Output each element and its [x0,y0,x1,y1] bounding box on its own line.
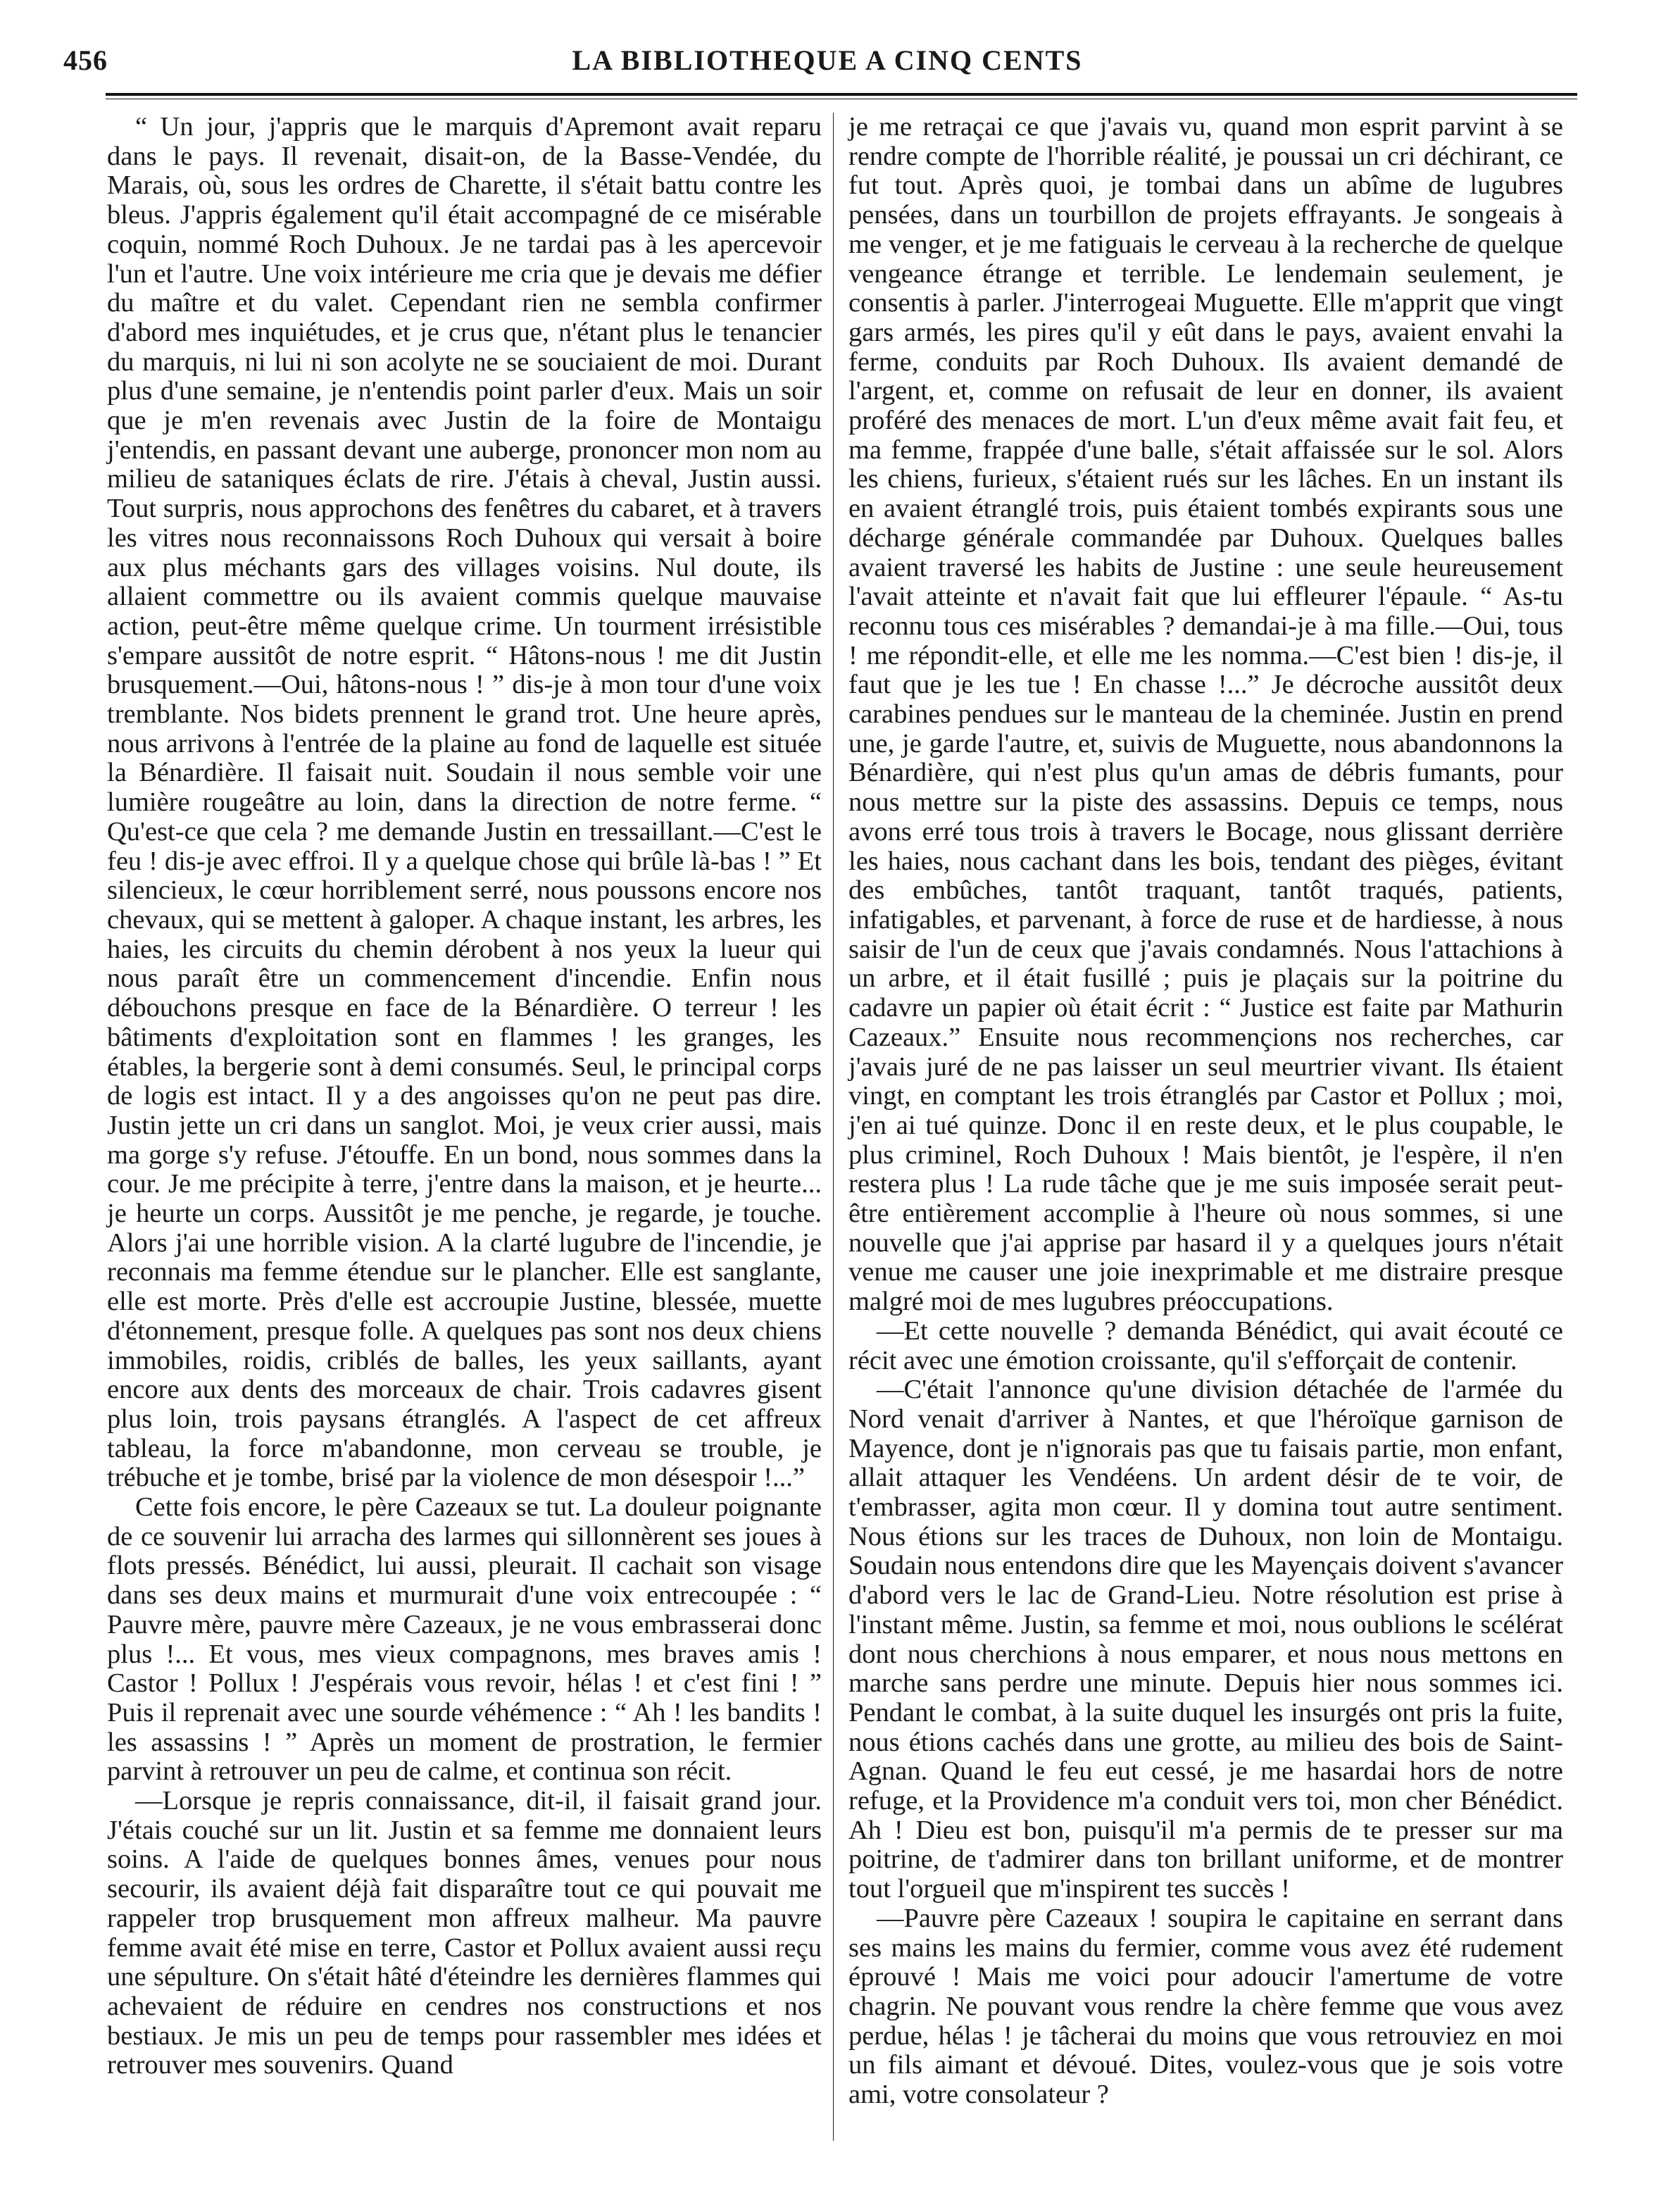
header-rule [106,93,1577,99]
paragraph: “ Un jour, j'appris que le marquis d'Apremont avait reparu dans le pays. Il revenait, disait-on, de la Basse-Vendée, du Marais, où, sous les ordres de Charette, il s'était battu contre les bleus. J'appris également qu'il était accompagné de ce misérable coquin, nommé Roch Duhoux. Je ne tardai pas à les apercevoir l'un et l'autre. Une voix intérieure me cria que je devais me défier du maître et du valet. Cependant rien ne sembla confirmer d'abord mes inquiétudes, et je crus que, n'étant plus le tenancier du marquis, ni lui ni son acolyte ne se souciaient de moi. Durant plus d'une semaine, je n'entendis point parler d'eux. Mais un soir que je m'en revenais avec Justin de la foire de Montaigu j'entendis, en passant devant une auberge, prononcer mon nom au milieu de sataniques éclats de rire. J'étais à cheval, Justin aussi. Tout surpris, nous approchons des fenêtres du cabaret, et à travers les vitres nous reconnaissons Roch Duhoux qui versait à boire aux plus méchants gars des villages voisins. Nul doute, ils allaient commettre ou ils avaient commis quelque mauvaise action, peut-être même quelque crime. Un tourment irrésistible s'empare aussitôt de notre esprit. “ Hâtons-nous ! me dit Justin brusquement.—Oui, hâtons-nous ! ” dis-je à mon tour d'une voix tremblante. Nos bidets prennent le grand trot. Une heure après, nous arrivons à l'entrée de la plaine au fond de laquelle est située la Bénardière. Il faisait nuit. Soudain il nous semble voir une lumière rougeâtre au loin, dans la direction de notre ferme. “ Qu'est-ce que cela ? me demande Justin en tressaillant.—C'est le feu ! dis-je avec effroi. Il y a quelque chose qui brûle là-bas ! ” Et silencieux, le cœur horriblement serré, nous poussons encore nos chevaux, qui se mettent à galoper. A chaque instant, les arbres, les haies, les circuits du chemin dérobent à nos yeux la lueur qui nous paraît être un commencement d'incendie. Enfin nous débouchons presque en face de la Bénardière. O terreur ! les bâtiments d'exploitation sont en flammes ! les granges, les étables, la bergerie sont à demi consumés. Seul, le principal corps de logis est intact. Il y a des angoisses qu'on ne peut pas dire. Justin jette un cri dans un sanglot. Moi, je veux crier aussi, mais ma gorge s'y refuse. J'étouffe. En un bond, nous sommes dans la cour. Je me précipite à terre, j'entre dans la maison, et je heurte... je heurte un corps. Aussitôt je me penche, je regarde, je touche. Alors j'ai une horrible vision. A la clarté lugubre de l'incendie, je reconnais ma femme étendue sur le plancher. Elle est sanglante, elle est morte. Près d'elle est accroupie Justine, blessée, muette d'étonnement, presque folle. A quelques pas sont nos deux chiens immobiles, roidis, criblés de balles, les yeux saillants, ayant encore aux dents des morceaux de chair. Trois cadavres gisent plus loin, trois paysans étranglés. A l'aspect de cet affreux tableau, la force m'abandonne, mon cerveau se trouble, je trébuche et je tombe, brisé par la violence de mon désespoir !...” [107,112,822,1493]
paragraph: Cette fois encore, le père Cazeaux se tut. La douleur poignante de ce souvenir lui arracha des larmes qui sillonnèrent ses joues à flots pressés. Bénédict, lui aussi, pleurait. Il cachait son visage dans ses deux mains et murmurait d'une voix entrecoupée : “ Pauvre mère, pauvre mère Cazeaux, je ne vous embrasserai donc plus !... Et vous, mes vieux compagnons, mes braves amis ! Castor ! Pollux ! J'espérais vous revoir, hélas ! et c'est fini ! ” Puis il reprenait avec une sourde véhémence : “ Ah ! les bandits ! les assassins ! ” Après un moment de prostration, le fermier parvint à retrouver un peu de calme, et continua son récit. [107,1492,822,1787]
paragraph: —Pauvre père Cazeaux ! soupira le capitaine en serrant dans ses mains les mains du fermier, comme vous avez été rudement éprouvé ! Mais me voici pour adoucir l'amertume de votre chagrin. Ne pouvant vous rendre la chère femme que vous avez perdue, hélas ! je tâcherai du moins que vous retrouviez en moi un fils aimant et dévoué. Dites, voulez-vous que je sois votre ami, votre consolateur ? [848,1903,1563,2110]
right-column [848,113,1563,2110]
paragraph: —C'était l'annonce qu'une division détachée de l'armée du Nord venait d'arriver à Nantes, et que l'héroïque garnison de Mayence, dont je n'ignorais pas que tu faisais partie, mon enfant, allait attaquer les Vendéens. Un ardent désir de te voir, de t'embrasser, agita mon cœur. Il y domina tout autre sentiment. Nous étions sur les traces de Duhoux, non loin de Montaigu. Soudain nous entendons dire que les Mayençais doivent s'avancer d'abord vers le lac de Grand-Lieu. Notre résolution est prise à l'instant même. Justin, sa femme et moi, nous oublions le scélérat dont nous cherchions à nous emparer, et nous nous mettons en marche sans perdre une minute. Depuis hier nous sommes ici. Pendant le combat, à la suite duquel les insurgés ont pris la fuite, nous étions cachés dans une grotte, au milieu des bois de Saint-Agnan. Quand le feu eut cessé, je me hasardai hors de notre refuge, et la Providence m'a conduit vers toi, mon cher Bénédict. Ah ! Dieu est bon, puisqu'il m'a permis de te presser sur ma poitrine, de t'admirer dans ton brillant uniforme, et de montrer tout l'orgueil que m'inspirent tes succès ! [848,1375,1563,1904]
running-title: LA BIBLIOTHEQUE A CINQ CENTS [572,44,1083,76]
paragraph: —Lorsque je repris connaissance, dit-il, il faisait grand jour. J'étais couché sur un lit. Justin et sa femme me donnaient leurs soins. A l'aide de quelques bonnes âmes, venues pour nous secourir, ils avaient déjà fait disparaître tout ce qui pouvait me rappeler trop brusquement mon affreux malheur. Ma pauvre femme avait été mise en terre, Castor et Pollux avaient aussi reçu une sépulture. On s'était hâté d'éteindre les dernières flammes qui achevaient de réduire en cendres nos constructions et nos bestiaux. Je mis un peu de temps pour rassembler mes idées et retrouver mes souvenirs. Quand [107,1786,822,2080]
paragraph: —Et cette nouvelle ? demanda Bénédict, qui avait écouté ce récit avec une émotion croissante, qu'il s'efforçait de contenir. [848,1316,1563,1375]
paragraph: je me retraçai ce que j'avais vu, quand mon esprit parvint à se rendre compte de l'horrible réalité, je poussai un cri déchirant, ce fut tout. Après quoi, je tombai dans un abîme de lugubres pensées, dans un tourbillon de projets effrayants. Je songeais à me venger, et je me fatiguais le cerveau à la recherche de quelque vengeance étrange et terrible. Le lendemain seulement, je consentis à parler. J'interrogeai Muguette. Elle m'apprit que vingt gars armés, les pires qu'il y eût dans le pays, avaient envahi la ferme, conduits par Roch Duhoux. Ils avaient demandé de l'argent, et, comme on refusait de leur en donner, ils avaient proféré des menaces de mort. L'un d'eux même avait fait feu, et ma femme, frappée d'une balle, s'était affaissée sur le sol. Alors les chiens, furieux, s'étaient rués sur les lâches. En un instant ils en avaient étranglé trois, puis étaient tombés expirants sous une décharge générale commandée par Duhoux. Quelques balles avaient traversé les habits de Justine : une seule heureusement l'avait atteinte et n'avait fait que lui effleurer l'épaule. “ As-tu reconnu tous ces misérables ? demandai-je à ma fille.—Oui, tous ! me répondit-elle, et elle me les nomma.—C'est bien ! dis-je, il faut que je les tue ! En chasse !...” Je décroche aussitôt deux carabines pendues sur le manteau de la cheminée. Justin en prend une, je garde l'autre, et, suivis de Muguette, nous abandonnons la Bénardière, qui n'est plus qu'un amas de débris fumants, pour nous mettre sur la piste des assassins. Depuis ce temps, nous avons erré tous trois à travers le Bocage, nous glissant derrière les haies, nous cachant dans les bois, tendant des pièges, évitant des embûches, tantôt traquant, tantôt traqués, patients, infatigables, et parvenant, à force de ruse et de hardiesse, à nous saisir de l'un de ceux que j'avais condamnés. Nous l'attachions à un arbre, et il était fusillé ; puis je plaçais sur la poitrine du cadavre un papier où était écrit : “ Justice est faite par Mathurin Cazeaux.” Ensuite nous recommençions nos recherches, car j'avais juré de ne pas laisser un seul meurtrier vivant. Ils étaient vingt, en comptant les trois étranglés par Castor et Pollux ; moi, j'en ai tué quinze. Donc il en reste deux, et le plus coupable, le plus criminel, Roch Duhoux ! Mais bientôt, je l'espère, il n'en restera plus ! La rude tâche que je me suis imposée serait peut-être entièrement accomplie à l'heure où nous sommes, si une nouvelle que j'ai apprise par hasard il y a quelques jours n'était venue me causer une joie inexprimable et me distraire presque malgré moi de mes lugubres préoccupations. [848,112,1563,1317]
page-number: 456 [63,44,108,76]
left-column [107,113,822,2080]
page-header [63,44,1591,86]
column-divider [833,113,834,2141]
